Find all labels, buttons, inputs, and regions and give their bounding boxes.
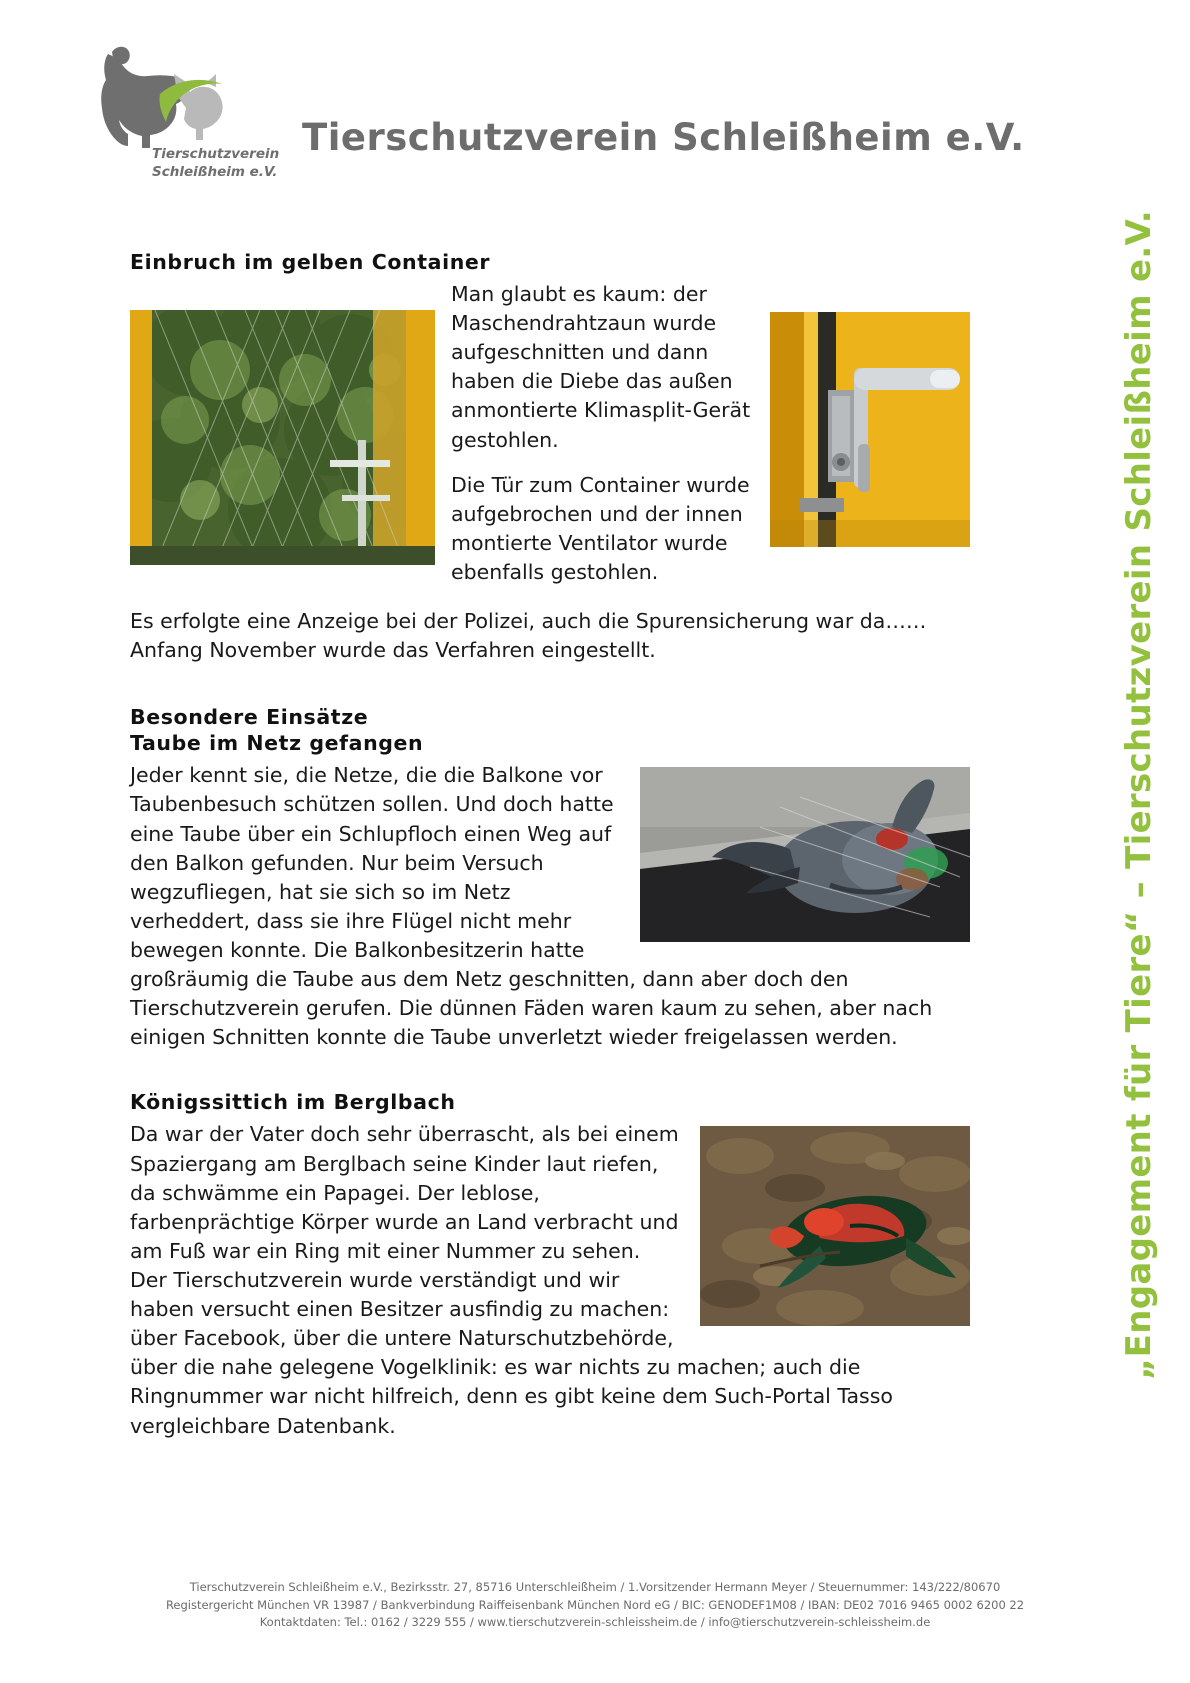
section-heading: Königssittich im Berglbach	[130, 1090, 456, 1115]
photo-fence-container	[130, 310, 435, 565]
document-content	[130, 250, 970, 1441]
photo-parrot-on-ground	[700, 1126, 970, 1326]
organization-logo	[90, 36, 290, 181]
photo-pigeon-in-net	[640, 767, 970, 942]
side-banner	[1104, 180, 1174, 1410]
section-paragraph: Man glaubt es kaum: der Maschendrahtzaun wurde aufgeschnitten und dann haben die Diebe das außen anmontierte Klimasplit-Gerät gestohlen.	[451, 282, 751, 452]
section-heading: Besondere Einsätze	[130, 705, 369, 730]
section-heading: Einbruch im gelben Container	[130, 250, 491, 274]
photo-container-door	[770, 312, 970, 547]
section-paragraph: Die Tür zum Container wurde aufgebrochen und der innen montierte Ventilator wurde ebenfalls gestohlen.	[451, 472, 750, 584]
page-footer	[0, 1579, 1190, 1631]
section-paragraph: Es erfolgte eine Anzeige bei der Polizei, auch die Spurensicherung war da…… Anfang November wurde das Verfahren eingestellt.	[130, 609, 927, 663]
footer-line-3: Kontaktdaten: Tel.: 0162 / 3229 555 / www.tierschutzverein-schleissheim.de / info@tierschutzverein-schleissheim.de	[259, 1614, 931, 1629]
section-special-missions	[130, 705, 970, 1052]
footer-line-2: Registergericht München VR 13987 / Bankverbindung Raiffeisenbank München Nord eG / BIC: GENODEF1M08 / IBAN: DE02 7016 9465 0002 6200 22	[165, 1597, 1025, 1612]
section-paragraph: Da war der Vater doch sehr überrascht, als bei einem Spaziergang am Berglbach seine Kinder laut riefen, da schwämme ein Papagei. Der leblose, farbenprächtige Körper wurde an Land verbracht und am Fuß war ein Ring mit einer Nummer zu sehen. Der Tierschutzverein wurde verständigt und wir haben versucht einen Besitzer ausfindig zu machen: über Facebook, über die untere Naturschutzbehörde, über die nahe gelegene Vogelklinik: es war nichts zu machen; auch die Ringnummer war nicht hilfreich, denn es gibt keine dem Such-Portal Tasso vergleichbare Datenbank.	[130, 1122, 893, 1438]
footer-line-1: Tierschutzverein Schleißheim e.V., Bezirksstr. 27, 85716 Unterschleißheim / 1.Vorsitzender Hermann Meyer / Steuernummer: 143/222/80670	[189, 1580, 1001, 1595]
page-title: Tierschutzverein Schleißheim e.V.	[302, 116, 1025, 159]
section-container-break	[130, 250, 970, 665]
section-parrot	[130, 1090, 970, 1440]
logo-text-line2: Schleißheim e.V.	[152, 164, 278, 180]
section-subheading: Taube im Netz gefangen	[130, 731, 424, 756]
page-header	[90, 28, 1100, 178]
section-paragraph: Jeder kennt sie, die Netze, die die Balkone vor Taubenbesuch schützen sollen. Und doch hatte eine Taube über ein Schlupfloch einen Weg auf den Balkon gefunden. Nur beim Versuch wegzufliegen, hat sie sich so im Netz verheddert, dass sie ihre Flügel nicht mehr bewegen konnte. Die Balkonbesitzerin hatte großräumig die Taube aus dem Netz geschnitten, dann aber doch den Tierschutzverein gerufen. Die dünnen Fäden waren kaum zu sehen, aber nach einigen Schnitten konnte die Taube unverletzt wieder freigelassen werden.	[130, 763, 933, 1050]
logo-text-line1: Tierschutzverein	[152, 146, 280, 162]
side-banner-text: „Engagement für Tiere“ – Tierschutzverein Schleißheim e.V.	[1119, 210, 1159, 1380]
